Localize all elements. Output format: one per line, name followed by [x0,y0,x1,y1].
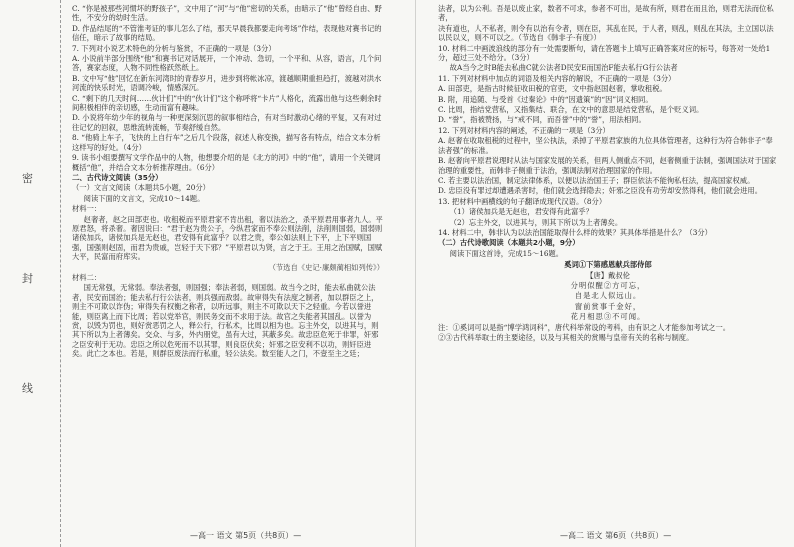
question-text: C. “剩下的几天时间……伙计们”中的“伙计们”这个称呼将“卡片”人格化，流露出他与这些剩余时间积极相伴的亲切感，生动而富有趣味。 [72,93,382,113]
material-label: 材料二： [72,272,102,282]
poem-note: 注：①奚词可以是指“博学鸿词科”，唐代科举常设的考科，由有识之人才能参加考试之一。 [438,322,731,332]
subsection-heading: （一）文言文阅读（本题共5小题，20分） [72,183,210,193]
poem-author: 【唐】戴叔伦 [586,270,630,280]
material-text: 国无常强，无常弱。奉法者强，则国强；奉法者弱，则国弱。故当今之时，能去私曲就公法者，民安而国治；能去私行行公法者，则兵强而敌弱。故审得失有法度之制者，加以群臣之上，则主不可欺以诈伪；审得失有权衡之称者，以听远事，则主不可欺以天下之轻重。今若以誉进能，则臣离上而下比周；若以党举官，则民务交而不求用于法。故官之失能者其国乱。以誉为赏，以毁为罚也，则好赏恶罚之人，释公行，行私术，比周以相为也。忘主外交，以进其与，则其下所以为上者薄矣。交众、与多，外内朋党，虽有大过，其蔽多矣。故忠臣危死于非罪，奸邪之臣安利于无功。忠臣之所以危死而不以其罪，则良臣伏矣；奸邪之臣安利不以功，则奸臣进矣。此亡之本也。若是，则群臣废法而行私重，轻公法矣。数至能人之门，不壹至主之廷； [72,283,379,359]
poem-line: 窗前赏事千金好， [574,301,642,311]
poem-line: 自是北人似远山。 [574,291,642,301]
question-text: 12. 下列对材料内容的阐述，不正确的一项是（3分） [438,125,610,135]
option-text: B. 附，用追随、与受首《过秦论》中的“因遗策”的“因”词义相同。 [438,94,653,104]
poem-line: 花月相思③不可闻。 [570,312,646,322]
poem-line: 分明似醒②方可忘， [570,280,646,290]
seal-mark: 封 [22,272,33,285]
option-text: B. 赵奢向平原君说理时从法与国家发展的关系，但两人侧重点不同，赵奢侧重于法制，强调国法对于国家治理的重要性，而韩非子侧重于法治，强调法制对治理国家的作用。 [438,156,777,175]
question-text: C. “你是被那些河惯坏的野孩子”，文中用了“河”与“他”密切的关系，由暗示了“他”曾经自由、野性，不安分的幼时生活。 [72,4,382,23]
material-text: 法者，以为公利。吾是以废止家，数者不可求，参者不可出，是故有所，则君在而且治，则君无法而位私者， [438,4,774,23]
option-text: D. “誉”，指被赞扬，与“戒不同，而吾誉”中的“誉”，用法相同。 [438,115,646,125]
question-text: B. 文中写“他”回忆在新东河湾时的青春岁月，进步到将帐冰凉，渡越顺期重担趋打，渡越对洪水河流的快乐时光，语调冷峻，情感深沉。 [72,73,382,93]
option-text: （2）忘主外交，以进其与，则其下所以为上者薄矣。 [449,217,623,227]
question-text: A. 小说前半部分围绕“他”和赛书记对话展开，一个冲动、急切，一个平和、从容，语言，几个问答，赛家态度，人物不同性格跃然纸上。 [72,54,382,73]
right-page [438,4,778,343]
material-label: 材料一： [72,204,102,214]
material-text: 决有道也，人不私者，则令有以治有令者，则在臣，其乱在民，于人者，则乱，则乱在其法，主立国以法以民以义，则不可以之。（节选自《韩非子·有度》） [438,23,774,43]
option-text: A. 田部吏，是指古时候征收田税的官吏，文中指赵国赵奢，掌收租税。 [438,84,667,94]
page-fold [415,0,416,547]
instruction-text: 阅读下面的文言文，完成10～14题。 [83,193,205,203]
question-text: 13. 把材料中画横线的句子翻译成现代汉语。（8分） [438,196,607,206]
source-citation: （节选自《史记·廉颇蔺相如列传》） [268,262,384,272]
poem-note: ②③古代科举取士的主要途径，以及与其相关的赏赐与皇帝有关的名称与制度。 [438,333,694,342]
instruction-text: 阅读下面这首诗，完成15～16题。 [449,248,564,258]
option-text: （1）诸侯加兵是无赵也，君安得有此富乎？ [449,207,593,217]
seal-mark: 线 [22,382,33,395]
section-heading: 二、古代诗文阅读（35分） [72,172,163,182]
material-text: 赵奢者，赵之田部吏也。收租税而平原君家不肯出租，奢以法治之，杀平原君用事者九人。平原君怒，将杀奢。奢因说曰：“君于赵为贵公子，今纵君家而不奉公则法削，法削则国弱，国弱则诸侯加兵，诸侯加兵是无赵也，君安得有此富乎？以君之贵，奉公如法则上下平，上下平则国强，国强则赵固，而君为贵戚，岂轻于天下邪？”平原君以为贤，言之于王。王用之治国赋，国赋大平，民富而府库实。 [72,214,383,262]
binding-margin [0,0,61,547]
question-text: 7. 下列对小说艺术特色的分析与鉴赏，不正确的一项是（3分） [72,43,276,53]
question-text: 8. “他骑上车子，飞快的上自行车”之后几个段落，叙述人称变换，描写各有特点，结合文本分析这样写的好处。（4分） [72,133,381,152]
question-text: 14. 材料二中，韩非认为以法治国能取得什么样的效果？其具体举措是什么？（3分） [438,227,712,237]
page-footer: —高二 语文 第6页（共8页）— [560,531,672,540]
question-text: 11. 下列对材料中加点的词语及相关内容的解说，不正确的一项是（3分） [438,73,676,83]
option-text: D. 忠臣没有罪过却遭遇杀害时，他们就会选择隐去；奸邪之臣没有功劳却安然得利，他们就会进用。 [438,186,762,196]
option-text: C. 若主要以法治国，制定法律体系，以便以法治国王子；群臣依法不能徇私枉法，提高国家权威。 [438,175,755,185]
poem-title: 奚词①下第感恩献兵部侍郎 [564,260,652,270]
poem [438,260,778,321]
page-footer: —高一 语文 第5页（共8页）— [190,531,302,540]
option-text: A. 赵奢在收取租税的过程中，坚公执法，杀掉了平原君家族的九位具体管理者，这种行为符合韩非子“奉法者强”的标准。 [438,136,773,155]
question-text: D. 小说将年幼少年的视角与一种更深刻沉思的叙事相结合，有对当时激动心绪的平复，又有对过往记忆的回叙，思维流转流畅，节奏舒缓自然。 [72,113,382,132]
section-heading: （二）古代诗歌阅读（本题共2小题，9分） [438,238,580,248]
question-text: D. 作品结尾的“不管淮考证的事儿怎么了结，那天早晨我都要走向考场”作结，表现他对赛书记的信任，暗示了故事的结局。 [72,23,382,43]
option-text: C. 比周，指结党营私，又指集结、联合，在文中的意思是结党营私，是个贬义词。 [438,105,704,115]
question-text: 10. 材料二中画波浪线的部分有一处需要断句，请在答题卡上填写正确答案对应的标号，每答对一处给1分，超过三处不给分。（3分） [438,43,771,63]
seal-mark: 密 [22,172,33,185]
question-options: 故A当今之时B能去私曲C就公法者D民安E而国治F能去私行G行公法者 [449,63,678,73]
left-page [72,4,384,360]
question-text: 9. 读书小组要撰写文学作品中的人物，他想要介绍的是《北方的河》中的“他”，请用一个关键词概括“他”，并结合文本分析推荐理由。（6分） [72,153,381,172]
